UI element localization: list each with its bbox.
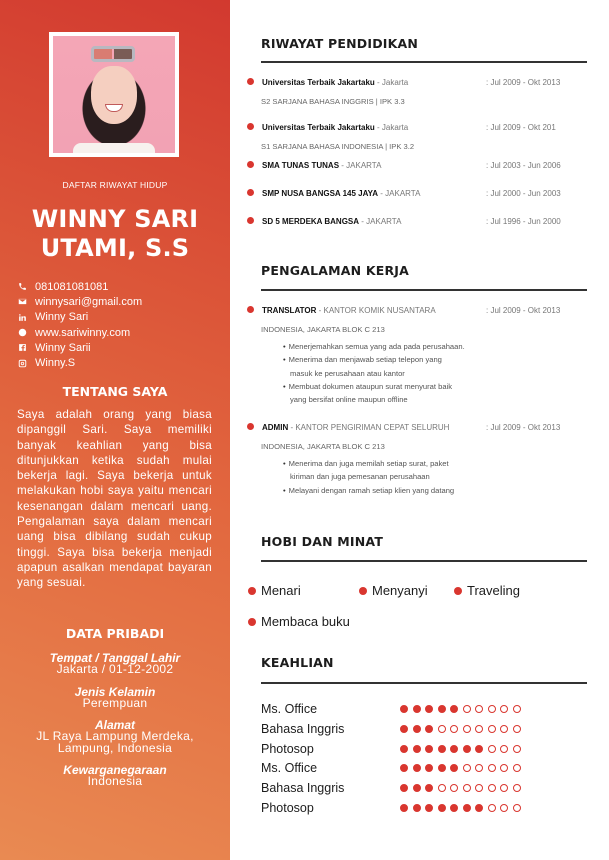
skill-rating xyxy=(400,764,525,772)
profile-photo-frame xyxy=(49,32,179,157)
rating-dot-empty xyxy=(438,725,446,733)
rating-dot-empty xyxy=(500,745,508,753)
rating-dot-filled xyxy=(425,804,433,812)
rating-dot-filled xyxy=(425,784,433,792)
rating-dot-filled xyxy=(400,784,408,792)
address-info: Alamat JL Raya Lampung Merdeka, Lampung, Indonesia xyxy=(36,718,194,755)
rating-dot-filled xyxy=(413,725,421,733)
bullet-dot xyxy=(454,587,462,595)
rating-dot-empty xyxy=(488,705,496,713)
bullet-dot xyxy=(247,161,254,168)
rating-dot-empty xyxy=(475,764,483,772)
experience-duties: • Menerjemahkan semua yang ada pada perusahaan. • Menerima dan menjawab setiap telepon yang masuk ke perusahaan atau kantor • Membuat dokumen ataupun surat menyurat baik yang bersifat online maupun offline xyxy=(283,340,465,406)
rating-dot-empty xyxy=(450,725,458,733)
rating-dot-filled xyxy=(438,705,446,713)
rating-dot-empty xyxy=(488,725,496,733)
skill-row: Bahasa Inggris xyxy=(261,780,561,796)
document-subtitle: DAFTAR RIWAYAT HIDUP xyxy=(62,180,168,190)
rating-dot-filled xyxy=(438,764,446,772)
skill-rating xyxy=(400,804,525,812)
rating-dot-empty xyxy=(513,804,521,812)
rating-dot-filled xyxy=(438,745,446,753)
hobby-item: Menyanyi xyxy=(359,583,428,598)
rating-dot-empty xyxy=(463,784,471,792)
contact-instagram[interactable]: Winny.S xyxy=(17,355,142,370)
bullet-dot xyxy=(248,587,256,595)
full-name: WINNY SARI UTAMI, S.S xyxy=(31,205,199,262)
rating-dot-filled xyxy=(413,764,421,772)
rating-dot-filled xyxy=(400,764,408,772)
education-divider xyxy=(261,61,587,63)
rating-dot-empty xyxy=(513,705,521,713)
hobby-item: Menari xyxy=(248,583,301,598)
rating-dot-empty xyxy=(450,784,458,792)
contact-linkedin[interactable]: Winny Sari xyxy=(17,310,142,325)
bullet-dot xyxy=(247,123,254,130)
bullet-dot xyxy=(247,423,254,430)
rating-dot-empty xyxy=(475,725,483,733)
skill-row: Bahasa Inggris xyxy=(261,721,561,737)
rating-dot-filled xyxy=(463,804,471,812)
linkedin-icon xyxy=(17,312,27,322)
rating-dot-filled xyxy=(475,804,483,812)
nationality-info: Kewarganegaraan Indonesia xyxy=(63,763,167,788)
rating-dot-filled xyxy=(475,745,483,753)
hobby-item: Membaca buku xyxy=(248,614,350,629)
gender-info: Jenis Kelamin Perempuan xyxy=(74,685,156,710)
hobbies-heading: HOBI DAN MINAT xyxy=(261,534,384,549)
skills-heading: KEAHLIAN xyxy=(261,655,334,670)
phone-icon xyxy=(17,282,27,292)
bullet-dot xyxy=(247,217,254,224)
rating-dot-empty xyxy=(488,804,496,812)
rating-dot-filled xyxy=(463,745,471,753)
facebook-icon xyxy=(17,343,27,353)
rating-dot-filled xyxy=(425,705,433,713)
skills-divider xyxy=(261,682,587,684)
rating-dot-empty xyxy=(500,725,508,733)
birth-info: Tempat / Tanggal Lahir Jakarta / 01-12-2002 xyxy=(49,651,181,676)
skill-rating xyxy=(400,784,525,792)
skill-row: Ms. Office xyxy=(261,760,561,776)
rating-dot-filled xyxy=(413,745,421,753)
rating-dot-empty xyxy=(513,745,521,753)
rating-dot-filled xyxy=(438,804,446,812)
experience-divider xyxy=(261,289,587,291)
contact-list xyxy=(17,279,142,371)
rating-dot-filled xyxy=(425,725,433,733)
rating-dot-empty xyxy=(513,784,521,792)
hobby-item: Traveling xyxy=(454,583,520,598)
contact-phone[interactable]: 081081081081 xyxy=(17,279,142,294)
rating-dot-filled xyxy=(450,705,458,713)
rating-dot-filled xyxy=(450,804,458,812)
about-heading: TENTANG SAYA xyxy=(62,384,168,399)
rating-dot-empty xyxy=(513,764,521,772)
rating-dot-empty xyxy=(463,764,471,772)
rating-dot-empty xyxy=(500,784,508,792)
rating-dot-filled xyxy=(413,784,421,792)
bullet-dot xyxy=(248,618,256,626)
rating-dot-empty xyxy=(500,764,508,772)
skill-row: Photosop xyxy=(261,800,561,816)
skill-rating xyxy=(400,725,525,733)
email-icon xyxy=(17,297,27,307)
rating-dot-filled xyxy=(450,764,458,772)
sunglasses xyxy=(91,46,135,62)
hobbies-divider xyxy=(261,560,587,562)
rating-dot-filled xyxy=(413,804,421,812)
rating-dot-empty xyxy=(488,764,496,772)
contact-facebook[interactable]: Winny Sarii xyxy=(17,340,142,355)
skill-rating xyxy=(400,745,525,753)
rating-dot-filled xyxy=(450,745,458,753)
rating-dot-filled xyxy=(425,764,433,772)
bullet-dot xyxy=(247,189,254,196)
rating-dot-empty xyxy=(463,725,471,733)
bullet-dot xyxy=(247,78,254,85)
contact-website[interactable]: www.sariwinny.com xyxy=(17,325,142,340)
skill-rating xyxy=(400,705,525,713)
experience-heading: PENGALAMAN KERJA xyxy=(261,263,410,278)
rating-dot-empty xyxy=(488,784,496,792)
skill-row: Ms. Office xyxy=(261,701,561,717)
rating-dot-empty xyxy=(500,705,508,713)
rating-dot-empty xyxy=(475,784,483,792)
rating-dot-empty xyxy=(475,705,483,713)
rating-dot-filled xyxy=(413,705,421,713)
rating-dot-filled xyxy=(400,725,408,733)
education-heading: RIWAYAT PENDIDIKAN xyxy=(261,36,419,51)
personal-data-heading: DATA PRIBADI xyxy=(65,626,165,641)
rating-dot-empty xyxy=(513,725,521,733)
main-content: RIWAYAT PENDIDIKAN Universitas Terbaik Jakartaku - Jakarta : Jul 2009 - Okt 2013 S2 SARJANA BAHASA INGGRIS | IPK 3.3 Universitas Terbaik Jakartaku - Jakarta : Jul 2009 - Okt 201 S1 SARJANA BAHASA INDONESIA | IPK 3.2 SMA TUNAS TUNAS - JAKARTA : Jul 2003 - Jun 2006 SMP NUSA BANGSA 145 JAYA - JAKARTA : Jul 2000 - Jun 2003 SD 5 MERDEKA BANGSA - JAKARTA : Jul 1996 - Jun 2000 PENGALAMAN KERJA TRANSLATOR - KANTOR KOMIK NUSANTARA : Jul 2009 - Okt 2013 INDONESIA, JAKARTA BLOK C 213 • Menerjemahkan semua yang ada pada perusahaan. • Menerima dan menjawab setiap telepon yang masuk ke perusahaan atau kantor • Membuat dokumen ataupun surat menyurat baik yang bersifat online maupun offline ADMIN - KANTOR PENGIRIMAN CEPAT SELURUH : Jul 2009 - Okt 2013 INDONESIA, JAKARTA BLOK C 213 • Menerima dan juga memilah setiap surat, paket kiriman dan juga pemesanan perusahaan • Melayani dengan ramah setiap klien yang datang HOBI DAN MINAT Menari Menyanyi Traveling Membaca buku KEAHLIAN Ms. Office Bahasa Inggris Photosop Ms. Office Bahasa Inggris Photosop xyxy=(230,0,609,860)
skill-row: Photosop xyxy=(261,741,561,757)
rating-dot-filled xyxy=(400,745,408,753)
experience-duties: • Menerima dan juga memilah setiap surat, paket kiriman dan juga pemesanan perusahaan • Melayani dengan ramah setiap klien yang datang xyxy=(283,457,454,497)
sidebar xyxy=(0,0,230,860)
bullet-dot xyxy=(359,587,367,595)
about-text: Saya adalah orang yang biasa dipanggil Sari. Saya memiliki banyak keahlian yang bisa ditunjukkan ketika sudah mulai bekerja lagi. Saya bekerja untuk melakukan hobi saya yaitu mencari kesenangan dalam mencari uang. Pengalaman saya dalam mencari uang bisa dibilang sudah cukup tinggi. Saya bisa bekerja menjadi apapun asalkan mendapat bayaran yang sesuai. xyxy=(17,408,212,590)
rating-dot-filled xyxy=(400,804,408,812)
rating-dot-filled xyxy=(425,745,433,753)
bullet-dot xyxy=(247,306,254,313)
profile-photo xyxy=(53,36,175,153)
rating-dot-filled xyxy=(400,705,408,713)
rating-dot-empty xyxy=(463,705,471,713)
rating-dot-empty xyxy=(488,745,496,753)
rating-dot-empty xyxy=(500,804,508,812)
contact-email[interactable]: winnysari@gmail.com xyxy=(17,294,142,309)
globe-icon xyxy=(17,328,27,338)
rating-dot-empty xyxy=(438,784,446,792)
instagram-icon xyxy=(17,358,27,368)
